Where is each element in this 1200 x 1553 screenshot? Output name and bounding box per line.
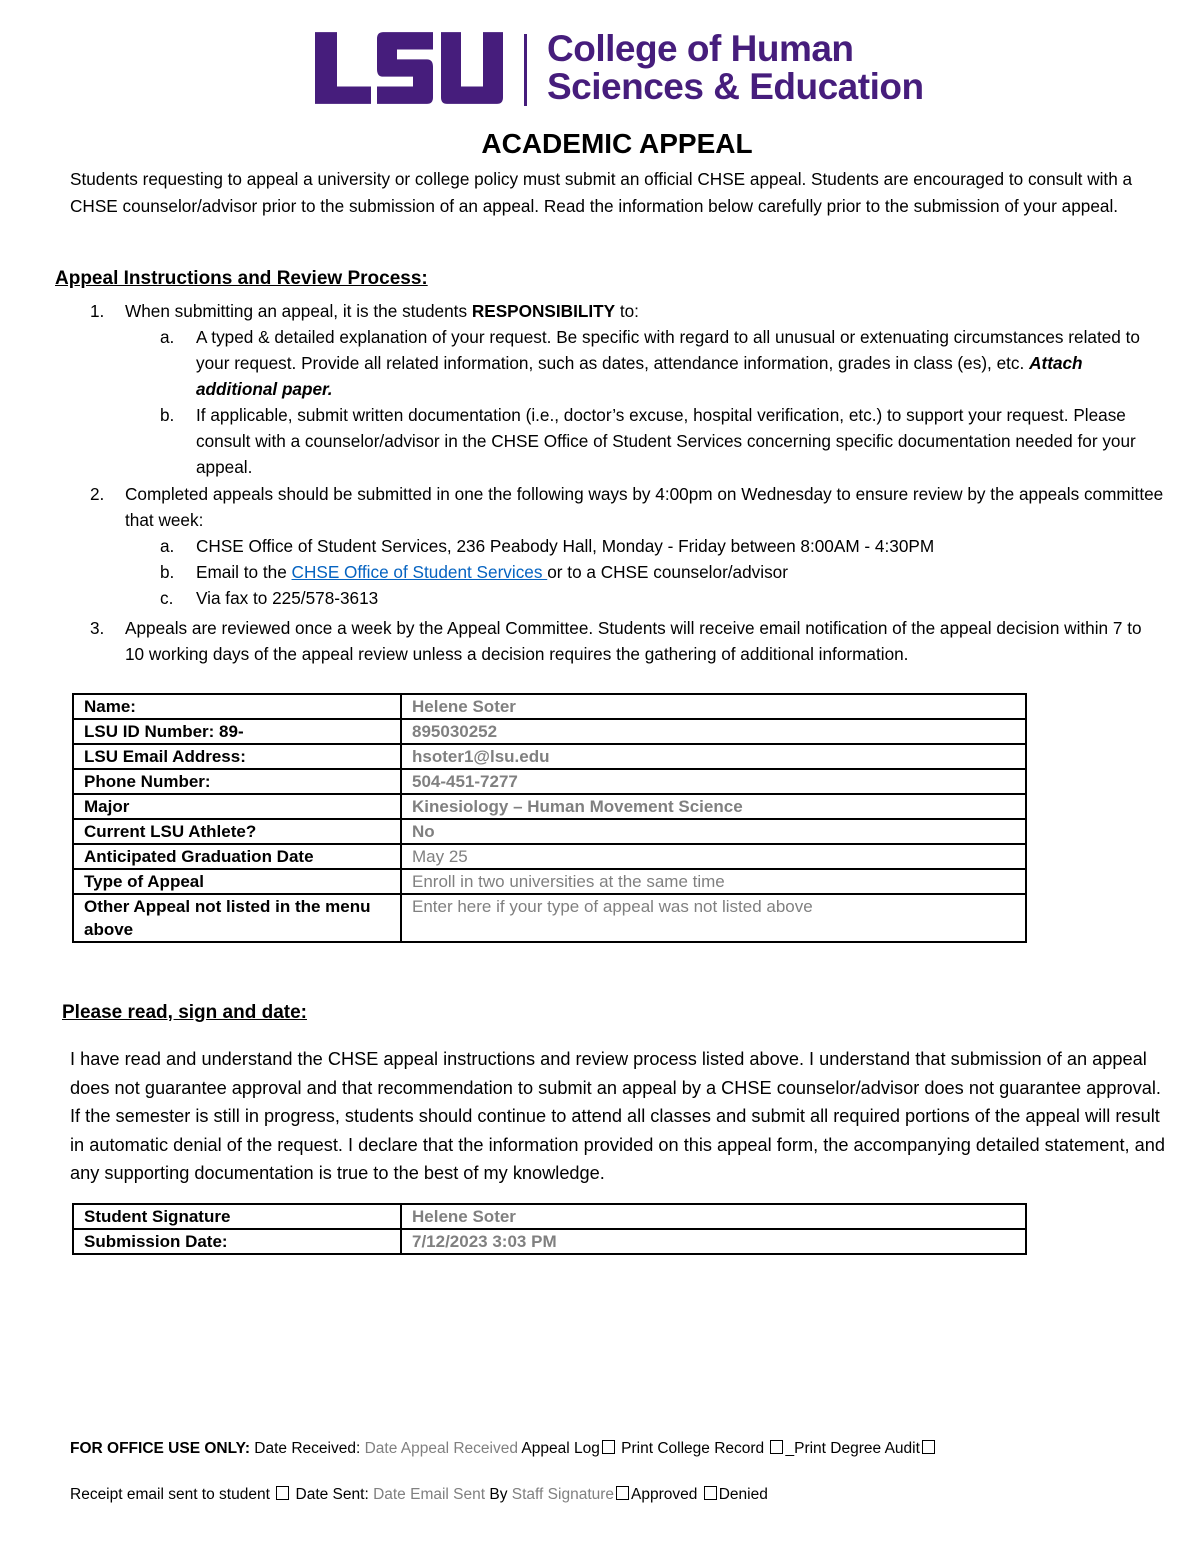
- logo-divider: [524, 34, 527, 106]
- phone-field[interactable]: 504-451-7277: [401, 769, 1026, 794]
- submission-date-field[interactable]: 7/12/2023 3:03 PM: [401, 1229, 1026, 1254]
- table-row: [73, 744, 1026, 769]
- sign-heading: Please read, sign and date:: [62, 1002, 307, 1023]
- list-letter: a.: [160, 327, 175, 347]
- staff-signature-field[interactable]: Staff Signature: [511, 1486, 615, 1503]
- print-degree-audit-checkbox[interactable]: [922, 1440, 935, 1454]
- lsu-logo-wordmark: [315, 30, 505, 106]
- field-label: Phone Number:: [73, 769, 401, 794]
- list-item-2b: Email to the CHSE Office of Student Services or to a CHSE counselor/advisor: [196, 562, 788, 582]
- appeal-type-select[interactable]: Enroll in two universities at the same time: [401, 869, 1026, 894]
- college-name-line2: Sciences & Education: [547, 66, 924, 107]
- list-item-3: Appeals are reviewed once a week by the Appeal Committee. Students will receive email notification of the appeal decision within 7 to 10 working days of the appeal review unless a decision requires the gathering of additional information.: [125, 618, 1142, 664]
- page-title: ACADEMIC APPEAL: [481, 128, 753, 159]
- table-row: [73, 894, 1026, 942]
- lsu-id-field[interactable]: 895030252: [401, 719, 1026, 744]
- date-sent-field[interactable]: Date Email Sent: [373, 1486, 486, 1503]
- list-number: 3.: [90, 618, 105, 638]
- signature-table: [72, 1203, 1027, 1255]
- email-field[interactable]: hsoter1@lsu.edu: [401, 744, 1026, 769]
- denied-checkbox[interactable]: [704, 1486, 717, 1500]
- list-item-1a: A typed & detailed explanation of your request. Be specific with regard to all unusual or extenuating circumstances related to your request. Provide all related information, such as dates, attendance information, grades in class (es), etc. Attach additional paper.: [196, 327, 1140, 399]
- field-label: Current LSU Athlete?: [73, 819, 401, 844]
- print-college-record-checkbox[interactable]: [770, 1440, 783, 1454]
- list-letter: c.: [160, 588, 174, 608]
- table-row: [73, 1229, 1026, 1254]
- college-name-line1: College of Human: [547, 28, 854, 69]
- student-info-table: [72, 693, 1027, 943]
- field-label: Type of Appeal: [73, 869, 401, 894]
- list-number: 1.: [90, 301, 105, 321]
- athlete-select[interactable]: No: [401, 819, 1026, 844]
- list-number: 2.: [90, 484, 105, 504]
- office-use-line-2: Receipt email sent to student Date Sent: Date Email Sent By Staff Signature Approved Denied: [70, 1486, 768, 1503]
- field-label: Submission Date:: [73, 1229, 401, 1254]
- list-letter: b.: [160, 562, 175, 582]
- list-item-2a: CHSE Office of Student Services, 236 Peabody Hall, Monday - Friday between 8:00AM - 4:30PM: [196, 536, 935, 556]
- table-row: [73, 794, 1026, 819]
- signature-field[interactable]: Helene Soter: [401, 1204, 1026, 1229]
- date-received-field[interactable]: Date Appeal Received: [364, 1440, 518, 1457]
- list-item-1: When submitting an appeal, it is the students RESPONSIBILITY to:: [125, 301, 639, 321]
- field-label: Other Appeal not listed in the menu above: [73, 894, 401, 942]
- appeal-log-checkbox[interactable]: [602, 1440, 615, 1454]
- field-label: LSU Email Address:: [73, 744, 401, 769]
- name-field[interactable]: Helene Soter: [401, 694, 1026, 719]
- major-field[interactable]: Kinesiology – Human Movement Science: [401, 794, 1026, 819]
- other-appeal-field[interactable]: Enter here if your type of appeal was not listed above: [401, 894, 1026, 942]
- list-letter: a.: [160, 536, 175, 556]
- college-name: [547, 30, 924, 106]
- table-row: [73, 869, 1026, 894]
- declaration-statement: I have read and understand the CHSE appeal instructions and review process listed above. I understand that submission of an appeal does not guarantee approval and that recommendation to submit an appeal by a CHSE counselor/advisor does not guarantee approval. If the semester is still in progress, students should continue to attend all classes and submit all required portions of the appeal will result in automatic denial of the request. I declare that the information provided on this appeal form, the accompanying detailed statement, and any supporting documentation is true to the best of my knowledge.: [70, 1049, 1165, 1183]
- field-label: Student Signature: [73, 1204, 401, 1229]
- table-row: [73, 1204, 1026, 1229]
- field-label: Anticipated Graduation Date: [73, 844, 401, 869]
- table-row: [73, 819, 1026, 844]
- table-row: [73, 844, 1026, 869]
- list-item-2: Completed appeals should be submitted in one the following ways by 4:00pm on Wednesday to ensure review by the appeals committee that week:: [125, 484, 1164, 530]
- table-row: [73, 694, 1026, 719]
- table-row: [73, 719, 1026, 744]
- field-label: LSU ID Number: 89-: [73, 719, 401, 744]
- list-item-2c: Via fax to 225/578-3613: [196, 588, 379, 608]
- approved-checkbox[interactable]: [616, 1486, 629, 1500]
- intro-paragraph: Students requesting to appeal a university or college policy must submit an official CHSE appeal. Students are encouraged to consult with a CHSE counselor/advisor prior to the submission of an appeal. Read the information below carefully prior to the submission of your appeal.: [70, 169, 1133, 216]
- field-label: Major: [73, 794, 401, 819]
- receipt-email-checkbox[interactable]: [276, 1486, 289, 1500]
- graduation-date-select[interactable]: May 25: [401, 844, 1026, 869]
- list-item-1b: If applicable, submit written documentation (i.e., doctor’s excuse, hospital verification, etc.) to support your request. Please consult with a counselor/advisor in the CHSE Office of Student Services concerning specific documentation needed for your appeal.: [196, 405, 1136, 477]
- table-row: [73, 769, 1026, 794]
- office-use-label: FOR OFFICE USE ONLY:: [70, 1440, 250, 1457]
- field-label: Name:: [73, 694, 401, 719]
- instructions-heading: Appeal Instructions and Review Process:: [55, 268, 428, 289]
- list-letter: b.: [160, 405, 175, 425]
- office-use-line-1: FOR OFFICE USE ONLY: Date Received: Date Appeal Received Appeal Log Print College Record _Print Degree Audit: [70, 1440, 937, 1458]
- student-services-link[interactable]: CHSE Office of Student Services: [291, 562, 548, 582]
